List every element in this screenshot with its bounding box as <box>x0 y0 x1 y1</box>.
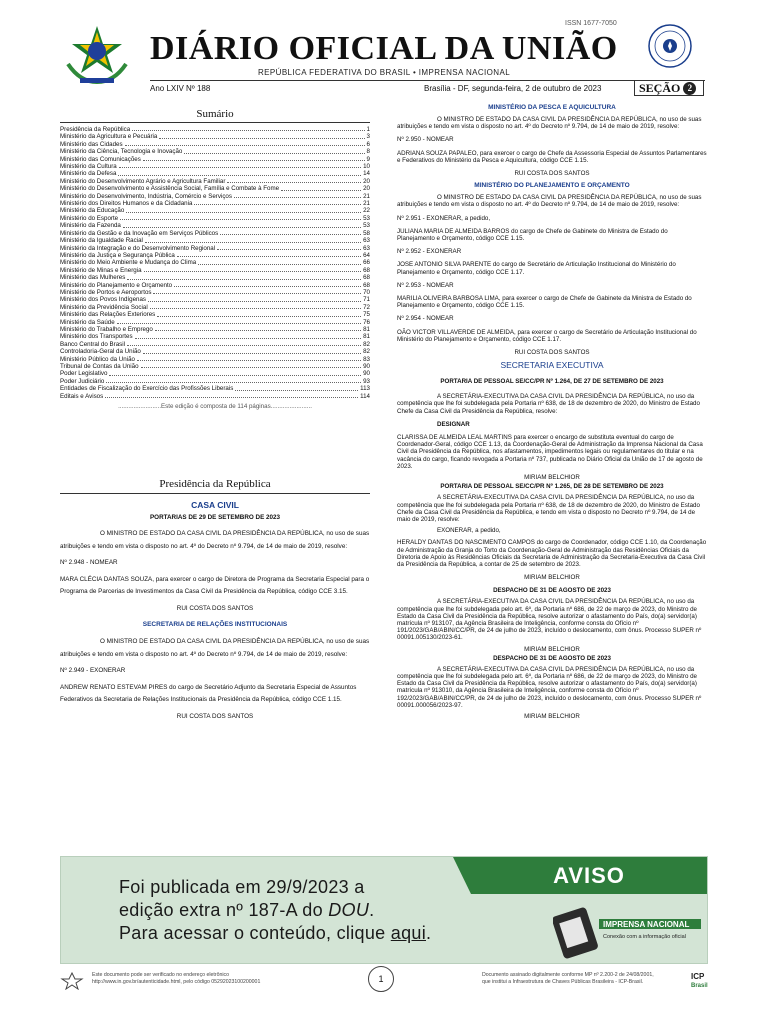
sumario-item[interactable] <box>60 170 370 177</box>
leader-dots <box>148 296 361 301</box>
sumario-item-page: 113 <box>360 385 370 393</box>
sumario-item-page: 75 <box>363 311 370 319</box>
sumario-item-name: Poder Judiciário <box>60 377 105 385</box>
sumario-item-name: Ministério do Meio Ambiente e Mudança do Clima <box>60 259 197 267</box>
sumario-item-page: 3 <box>366 133 370 141</box>
portarias-title: PORTARIAS DE 29 DE SETEMBRO DE 2023 <box>149 514 281 521</box>
sumario-item-name: Ministério de Minas e Energia <box>60 266 142 274</box>
leader-dots <box>106 378 361 383</box>
banner-link-aqui[interactable]: aqui <box>390 923 426 943</box>
sumario-item[interactable] <box>60 378 370 385</box>
sumario-item-page: 64 <box>363 251 370 259</box>
newspaper-title: DIÁRIO OFICIAL DA UNIÃO <box>150 30 618 67</box>
sumario-item[interactable] <box>60 193 370 200</box>
sumario-item-page: 90 <box>363 370 370 378</box>
leader-dots <box>157 311 361 316</box>
sumario-item[interactable] <box>60 178 370 185</box>
sri-heading: SECRETARIA DE RELAÇÕES INSTITUCIONAIS <box>142 621 288 628</box>
leader-dots <box>135 333 362 338</box>
leader-dots <box>281 185 361 190</box>
banner-line-1: Foi publicada em 29/9/2023 a <box>119 877 365 897</box>
sumario-item-page: 90 <box>363 363 370 370</box>
sumario-item[interactable] <box>60 230 370 237</box>
portaria-number: Nº 2.954 - NOMEAR <box>397 315 454 323</box>
imprensa-nacional-logo-icon <box>553 901 703 961</box>
sumario-item[interactable] <box>60 289 370 296</box>
imprensa-nacional-seal-icon <box>642 22 698 70</box>
section-number: 2 <box>683 82 696 95</box>
portaria-text: ADRIANA SOUZA PAPALEO, para exercer o cargo de Chefe da Assessoria Especial de Assuntos Parlamentares e Federativos do Ministério da Pesca e Aquicultura, código CCE 1.15. <box>397 149 707 164</box>
aviso-label: AVISO <box>471 857 707 894</box>
sumario-item[interactable] <box>60 267 370 274</box>
leader-dots <box>143 348 361 353</box>
sumario-item-name: Ministério dos Transportes <box>60 333 133 341</box>
portaria-text: JOSE ANTONIO SILVA PARENTE do cargo de Secretário de Articulação Institucional do Ministério do Planejamento e Orçamento, código CCE 1.17. <box>397 261 676 276</box>
sumario-item-page: 20 <box>363 185 370 193</box>
portaria-text: CLARISSA DE ALMEIDA LEAL MARTINS para exercer o encargo de substituta eventual do cargo de Coordenador-Geral, código CCE 1.13, da Coordenação-Geral de Administração da Imprensa Nacional da Casa Civil da Presidência da República, nos afastamentos, impedimentos legais ou regulamentares do titular e na vacância do cargo, ficando revogada a Portaria nº 737, publicada no Diário Oficial da União de 17 de agosto de 2023. <box>397 434 703 470</box>
portaria-text: MARA CLÉCIA DANTAS SOUZA, para exercer o cargo de Diretora de Programa da Secretaria Especial para o Programa de Parcerias de Investimentos da Casa Civil da Presidência da República, código CCE 3.15. <box>60 575 370 595</box>
sumario-item-name: Ministério da Educação <box>60 207 125 215</box>
sumario-item[interactable] <box>60 311 370 318</box>
secretaria-executiva-heading: SECRETARIA EXECUTIVA <box>500 360 604 371</box>
portaria-number: Nº 2.950 - NOMEAR <box>397 136 454 144</box>
sumario-item-page: 68 <box>363 281 370 289</box>
sumario-item-name: Ministério da Fazenda <box>60 222 121 230</box>
leader-dots <box>137 356 361 361</box>
edition-pages-note: .........................Este edição é composta de 114 páginas........................ <box>118 403 312 411</box>
sumario-item[interactable] <box>60 282 370 289</box>
sumario-list <box>60 126 370 400</box>
leader-dots <box>177 252 361 257</box>
sumario-item[interactable] <box>60 326 370 333</box>
portaria-intro: A SECRETÁRIA-EXECUTIVA DA CASA CIVIL DA PRESIDÊNCIA DA REPÚBLICA, no uso da competência que lhe foi subdelegada pela Portaria nº 638, de 18 de dezembro de 2020, do Ministro de Estado Chefe da Casa Civil da Presidência da República, resolve: <box>397 393 700 415</box>
leader-dots <box>235 385 358 390</box>
signature: RUI COSTA DOS SANTOS <box>176 712 254 720</box>
sumario-item-name: Banco Central do Brasil <box>60 340 126 348</box>
sumario-item-page: 72 <box>363 303 370 311</box>
leader-dots <box>145 237 361 242</box>
sumario-item-page: 76 <box>363 318 370 326</box>
brazil-arms-small-icon <box>60 972 84 990</box>
sumario-item[interactable] <box>60 200 370 207</box>
portaria-text: JULIANA MARIA DE ALMEIDA BARROS do cargo de Chefe de Gabinete do Ministra de Estado do Planejamento e Orçamento, código CCE 1.15. <box>397 227 668 243</box>
sumario-item[interactable] <box>60 133 370 140</box>
sumario-item-name: Ministério da Integração e do Desenvolvimento Regional <box>60 244 216 252</box>
sumario-item-name: Tribunal de Contas da União <box>60 363 139 370</box>
leader-dots <box>132 126 364 131</box>
sumario-item[interactable] <box>60 163 370 170</box>
leader-dots <box>227 178 361 183</box>
sumario-item[interactable] <box>60 252 370 259</box>
portaria-text: ANDREW RENATO ESTEVAM PIRES do cargo de Secretário Adjunto da Secretaria Especial de Assuntos Federativos da Secretaria de Relações Institucionais da Presidência da República, código CCE 1.15. <box>60 683 357 703</box>
sumario-item[interactable] <box>60 245 370 252</box>
despacho-title: DESPACHO DE 31 DE AGOSTO DE 2023 <box>493 587 611 595</box>
svg-text:IMPRENSA NACIONAL: IMPRENSA NACIONAL <box>603 920 690 929</box>
leader-dots <box>141 363 362 368</box>
sumario-item-name: Ministério do Trabalho e Emprego <box>60 325 153 333</box>
portaria-number: Nº 2.952 - EXONERAR <box>397 248 462 256</box>
section-label: SEÇÃO <box>639 81 681 95</box>
sumario-item-page: 93 <box>363 377 370 385</box>
sumario-item-page: 68 <box>363 266 370 274</box>
leader-dots <box>159 133 364 138</box>
despacho-text: A SECRETÁRIA-EXECUTIVA DA CASA CIVIL DA PRESIDÊNCIA DA REPÚBLICA, no uso da competência que lhe foi subdelegada pelo art. 6º, da Portaria nº 686, de 22 de março de 2023, do Ministro de Estado da Casa Civil da Presidência da República, resolve autorizar o afastamento do País, do(a) servidor(a) matrícula nº 913010, da Agência Brasileira de Inteligência, conforme consta do Ofício nº 192/2023/GAB/ABIN/CC/PR, de 24 de julho de 2023, incluído o deslocamento, com ônus. Processo SUPER nº 00091.000056/2023-97. <box>397 665 702 709</box>
sumario-item[interactable] <box>60 296 370 303</box>
sumario-item-name: Presidência da República <box>60 126 131 133</box>
portaria-number: Nº 2.951 - EXONERAR, a pedido, <box>397 214 491 222</box>
portaria-number: Nº 2.948 - NOMEAR <box>60 559 118 566</box>
icp-brasil-logo-icon <box>690 970 712 992</box>
footer-signature-note: Documento assinado digitalmente conforme MP nº 2.200-2 de 24/08/2001, que institui a Infraestrutura de Chaves Públicas Brasileira - ICP-Brasil. <box>482 972 654 985</box>
sumario-item[interactable] <box>60 126 370 133</box>
leader-dots <box>125 141 365 146</box>
sumario-item[interactable] <box>60 385 370 392</box>
portaria-intro: O MINISTRO DE ESTADO DA CASA CIVIL DA PRESIDÊNCIA DA REPÚBLICA, no uso de suas atribuições e tendo em vista o disposto no art. 4º do Decreto nº 9.794, de 14 de maio de 2019, resolve: <box>60 530 370 550</box>
signature: MIRIAM BELCHIOR <box>524 574 580 582</box>
sumario-item-page: 10 <box>363 163 370 171</box>
sumario-item-name: Ministério da Cultura <box>60 163 117 171</box>
sumario-item-name: Ministério das Cidades <box>60 140 123 148</box>
sumario-item[interactable] <box>60 141 370 148</box>
sumario-item-page: 66 <box>363 259 370 267</box>
sumario-item[interactable] <box>60 222 370 229</box>
leader-dots <box>126 207 361 212</box>
sumario-item-name: Ministério das Mulheres <box>60 274 126 282</box>
portaria-title: PORTARIA DE PESSOAL SE/CC/PR Nº 1.265, DE 28 DE SETEMBRO DE 2023 <box>440 483 664 491</box>
sumario-item-name: Ministério do Desenvolvimento e Assistência Social, Família e Combate à Fome <box>60 185 280 193</box>
portaria-title: PORTARIA DE PESSOAL SE/CC/PR Nº 1.264, DE 27 DE SETEMBRO DE 2023 <box>440 378 664 386</box>
sumario-item-name: Ministério dos Direitos Humanos e da Cidadania <box>60 200 193 208</box>
leader-dots <box>123 222 361 227</box>
sumario-item-name: Entidades de Fiscalização do Exercício das Profissões Liberais <box>60 385 234 393</box>
signature: MIRIAM BELCHIOR <box>524 712 580 720</box>
leader-dots <box>198 259 361 264</box>
verification-link[interactable]: http://www.in.gov.br/autenticidade.html, pelo código 05292023100200001 <box>92 979 261 985</box>
sumario-item-name: Ministério da Agricultura e Pecuária <box>60 133 158 141</box>
sumario-item-name: Ministério do Planejamento e Orçamento <box>60 281 173 289</box>
sumario-item[interactable] <box>60 156 370 163</box>
signature: RUI COSTA DOS SANTOS <box>514 170 590 178</box>
leader-dots <box>174 282 361 287</box>
casa-civil-heading: CASA CIVIL <box>191 500 239 510</box>
leader-dots <box>217 245 361 250</box>
sumario-item-page: 63 <box>363 244 370 252</box>
sumario-item[interactable] <box>60 215 370 222</box>
sumario-item-name: Ministério do Esporte <box>60 214 119 222</box>
sumario-item-name: Ministério do Desenvolvimento Agrário e Agricultura Familiar <box>60 177 226 185</box>
sumario-item-page: 8 <box>366 148 370 156</box>
leader-dots <box>144 267 362 272</box>
leader-dots <box>194 200 361 205</box>
despacho-title: DESPACHO DE 31 DE AGOSTO DE 2023 <box>493 654 611 662</box>
leader-dots <box>155 326 361 331</box>
leader-dots <box>220 230 361 235</box>
sumario-rule <box>60 122 370 123</box>
sumario-item-name: Ministério Público da União <box>60 355 135 363</box>
portaria-number: Nº 2.949 - EXONERAR <box>60 667 126 674</box>
banner-line-2: edição extra nº 187-A do DOU. <box>119 900 375 920</box>
exonerar-label: EXONERAR, a pedido, <box>437 527 501 535</box>
sumario-item-page: 82 <box>363 340 370 348</box>
sumario-item[interactable] <box>60 341 370 348</box>
despacho-text: A SECRETÁRIA-EXECUTIVA DA CASA CIVIL DA PRESIDÊNCIA DA REPÚBLICA, no uso da competência que lhe foi subdelegada pelo art. 6º, da Portaria nº 686, de 22 de março de 2023, do Ministro de Estado da Casa Civil da Presidência da República, resolve autorizar o afastamento do País, do(a) servidor(a) matrícula nº 913107, da Agência Brasileira de Inteligência, conforme consta do Ofício nº 191/2023/GAB/ABIN/CC/PR, de 24 de julho de 2023, incluído o deslocamento, com ônus. Processo SUPER nº 00091.005130/2023-61. <box>397 598 702 642</box>
sumario-item-name: Ministério da Previdência Social <box>60 303 148 311</box>
leader-dots <box>234 193 361 198</box>
sumario-item-page: 83 <box>363 355 370 363</box>
portaria-text: OÃO VICTOR VILLAVERDE DE ALMEIDA, para exercer o cargo de Secretário de Articulação Institucional do Ministério do Planejamento e Orçamento, código CCE 1.17. <box>397 328 697 343</box>
sumario-item-name: Ministério dos Povos Indígenas <box>60 296 146 304</box>
sumario-item-name: Ministério das Comunicações <box>60 155 141 163</box>
leader-dots <box>119 163 361 168</box>
leader-dots <box>109 370 361 375</box>
presidencia-section <box>60 478 370 723</box>
signature: MIRIAM BELCHIOR <box>524 474 580 482</box>
mpo-heading: MINISTÉRIO DO PLANEJAMENTO E ORÇAMENTO <box>474 182 630 190</box>
newspaper-subtitle: REPÚBLICA FEDERATIVA DO BRASIL • IMPRENSA NACIONAL <box>258 68 511 77</box>
banner-line-3: Para acessar o conteúdo, clique aqui. <box>119 923 432 943</box>
sumario-item[interactable] <box>60 393 370 400</box>
signature: RUI COSTA DOS SANTOS <box>514 349 590 357</box>
sumario-item-page: 82 <box>363 348 370 356</box>
sumario-item-page: 9 <box>366 155 370 163</box>
sumario-item[interactable] <box>60 207 370 214</box>
sumario-item-name: Controladoria-Geral da União <box>60 348 141 356</box>
sumario-item[interactable] <box>60 319 370 326</box>
leader-dots <box>118 170 361 175</box>
sumario-item-page: 68 <box>363 274 370 282</box>
banner-dou: DOU <box>328 900 370 920</box>
sumario-item-page: 63 <box>363 237 370 245</box>
portaria-text: MARILIA OLIVEIRA BARBOSA LIMA, para exercer o cargo de Chefe de Gabinete da Ministra de Estado do Planejamento e Orçamento, código CCE 1.15. <box>397 295 692 310</box>
leader-dots <box>153 289 361 294</box>
section-title: Presidência da República <box>159 478 271 490</box>
sumario-item[interactable] <box>60 304 370 311</box>
sumario-item-name: Ministério da Justiça e Segurança Pública <box>60 251 175 259</box>
sumario-item-page: 81 <box>363 325 370 333</box>
leader-dots <box>120 215 361 220</box>
aviso-banner[interactable] <box>60 856 708 964</box>
right-column <box>397 104 707 720</box>
sumario-title: Sumário <box>196 108 234 120</box>
footer-verification: Este documento pode ser verificado no endereço eletrônico http://www.in.gov.br/autenticidade.html, pelo código 05292023100200001 <box>92 972 261 985</box>
edition-year-number: Ano LXIV Nº 188 <box>150 84 211 93</box>
sumario-item-page: 71 <box>363 296 370 304</box>
sumario-item[interactable] <box>60 348 370 355</box>
brazil-coat-of-arms-icon <box>62 24 132 86</box>
leader-dots <box>117 319 361 324</box>
sumario-item[interactable] <box>60 274 370 281</box>
svg-text:Brasil: Brasil <box>691 983 708 989</box>
sumario-item-name: Ministério da Igualdade Racial <box>60 237 143 245</box>
sumario-block <box>60 108 370 410</box>
leader-dots <box>127 274 361 279</box>
sumario-item-page: 114 <box>360 392 370 400</box>
sumario-item-name: Ministério de Portos e Aeroportos <box>60 288 152 296</box>
portaria-text: HERALDY DANTAS DO NASCIMENTO CAMPOS do cargo de Coordenador, código CCE 1.10, da Coordenação de Administração da Granja do Torto da Coordenação-Geral de Administração das Residências Oficiais da Diretoria de Apoio às Residências Oficiais da Secretaria de Administração da Secretaria-Executiva da Casa Civil da Presidência da República, a contar de 25 de setembro de 2023. <box>397 539 707 568</box>
signature: RUI COSTA DOS SANTOS <box>176 604 254 612</box>
sumario-item[interactable] <box>60 363 370 370</box>
sumario-item-name: Ministério da Gestão e da Inovação em Serviços Públicos <box>60 229 219 237</box>
sumario-item-page: 22 <box>363 207 370 215</box>
sumario-item-name: Ministério da Saúde <box>60 318 115 326</box>
sumario-item-page: 81 <box>363 333 370 341</box>
sumario-item-page: 21 <box>363 200 370 208</box>
sumario-item-page: 53 <box>363 222 370 230</box>
sumario-item-name: Ministério da Ciência, Tecnologia e Inovação <box>60 148 183 156</box>
leader-dots <box>143 156 365 161</box>
sumario-item-page: 70 <box>363 288 370 296</box>
leader-dots <box>184 148 364 153</box>
sumario-item-name: Ministério das Relações Exteriores <box>60 311 156 319</box>
leader-dots <box>105 393 358 398</box>
sumario-item-page: 6 <box>366 140 370 148</box>
sumario-item[interactable] <box>60 333 370 340</box>
sumario-item-name: Poder Legislativo <box>60 370 108 378</box>
sumario-item-name: Ministério do Desenvolvimento, Indústria, Comércio e Serviços <box>60 192 232 200</box>
designar-label: DESIGNAR <box>437 420 470 428</box>
sumario-item[interactable] <box>60 148 370 155</box>
sumario-item[interactable] <box>60 185 370 192</box>
svg-text:ICP: ICP <box>691 972 705 981</box>
sumario-item-name: Ministério da Defesa <box>60 170 117 178</box>
sumario-item-page: 14 <box>363 170 370 178</box>
portaria-intro: O MINISTRO DE ESTADO DA CASA CIVIL DA PRESIDÊNCIA DA REPÚBLICA, no uso de suas atribuições e tendo em vista o disposto no art. 4º do Decreto nº 9.794, de 14 de maio de 2019, resolve: <box>397 116 702 131</box>
sumario-item-page: 21 <box>363 192 370 200</box>
leader-dots <box>127 341 361 346</box>
issn-label: ISSN 1677-7050 <box>565 20 617 27</box>
mpa-heading: MINISTÉRIO DA PESCA E AQUICULTURA <box>488 104 616 111</box>
section-badge <box>634 80 704 96</box>
header-rule <box>150 80 705 81</box>
svg-text:Conexão com a informação ofici: Conexão com a informação oficial <box>603 934 686 940</box>
signature: MIRIAM BELCHIOR <box>524 645 580 653</box>
page-number: 1 <box>368 966 394 992</box>
portaria-intro: O MINISTRO DE ESTADO DA CASA CIVIL DA PRESIDÊNCIA DA REPÚBLICA, no uso de suas atribuições e tendo em vista o disposto no art. 4º do Decreto nº 9.794, de 14 de maio de 2019, resolve: <box>60 638 370 658</box>
sumario-item-page: 20 <box>363 177 370 185</box>
publication-date: Brasília - DF, segunda-feira, 2 de outubro de 2023 <box>424 84 602 93</box>
sumario-item[interactable] <box>60 237 370 244</box>
portaria-number: Nº 2.953 - NOMEAR <box>397 281 454 289</box>
sumario-item-page: 58 <box>363 229 370 237</box>
section-rule <box>60 493 370 494</box>
leader-dots <box>150 304 361 309</box>
sumario-item-page: 53 <box>363 214 370 222</box>
sumario-item[interactable] <box>60 356 370 363</box>
sumario-item-name: Editais e Avisos <box>60 392 104 400</box>
sumario-item[interactable] <box>60 259 370 266</box>
portaria-intro: A SECRETÁRIA-EXECUTIVA DA CASA CIVIL DA PRESIDÊNCIA DA REPÚBLICA, no uso da competência que lhe foi subdelegada pela Portaria nº 638, de 18 de dezembro de 2020, do Ministro de Estado Chefe da Casa Civil da Presidência da República, e tendo em vista o disposto no Decreto nº 9.794, de 14 de maio de 2019, resolve: <box>397 494 700 523</box>
sumario-item[interactable] <box>60 370 370 377</box>
sumario-item-page: 1 <box>366 126 370 133</box>
portaria-intro: O MINISTRO DE ESTADO DA CASA CIVIL DA PRESIDÊNCIA DA REPÚBLICA, no uso de suas atribuições e tendo em vista o disposto no art. 4º do Decreto nº 9.794, de 14 de maio de 2019, resolve: <box>397 194 702 209</box>
